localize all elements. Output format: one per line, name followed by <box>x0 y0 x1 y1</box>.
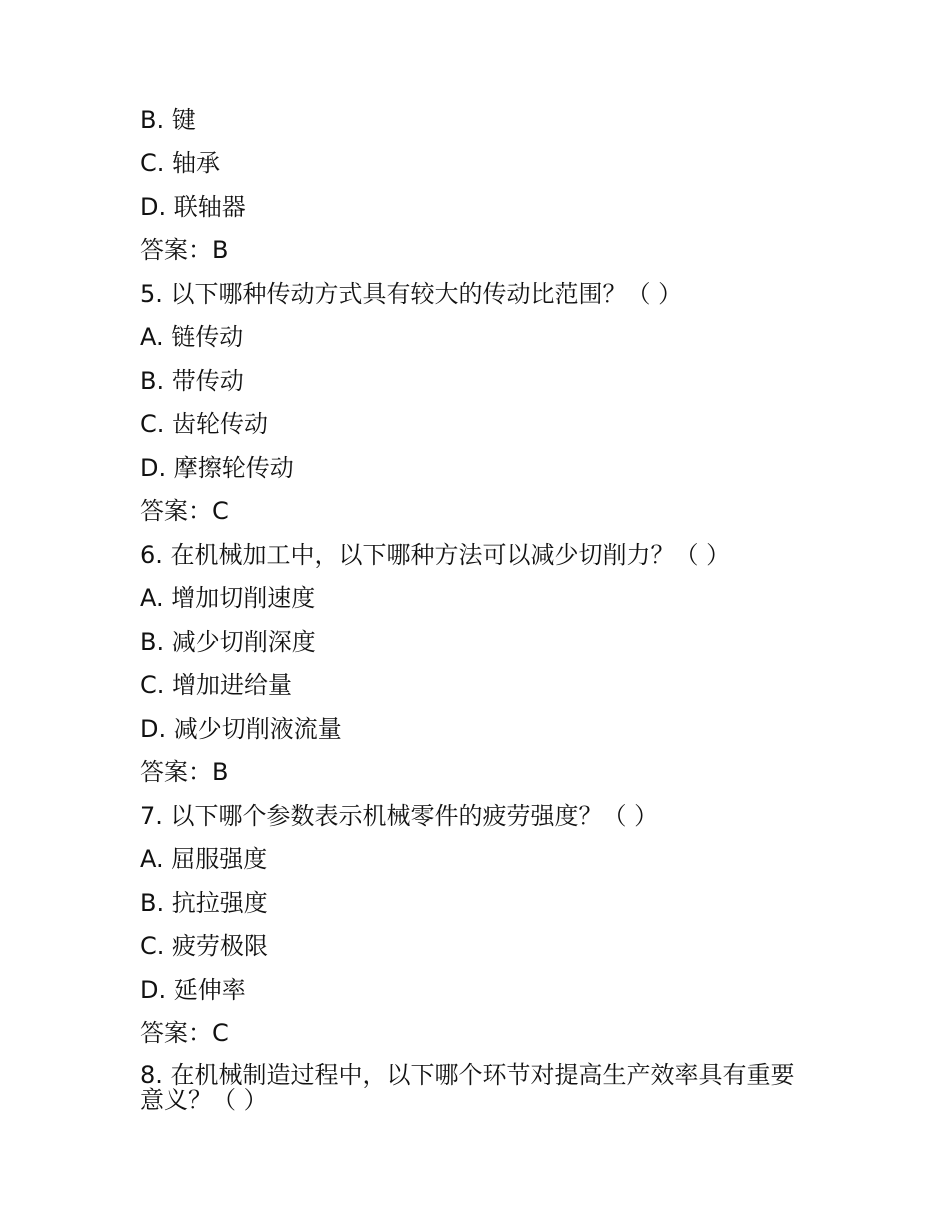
option-b-q7: B. 抗拉强度 <box>140 889 268 917</box>
option-d-q5: D. 摩擦轮传动 <box>140 454 294 482</box>
question-6: 6. 在机械加工中，以下哪种方法可以减少切削力？（ ） <box>140 541 731 569</box>
option-b-q5: B. 带传动 <box>140 367 244 395</box>
option-a-q7: A. 屈服强度 <box>140 845 268 873</box>
option-b-q6: B. 减少切削深度 <box>140 628 316 656</box>
answer-q7: 答案：C <box>140 1019 229 1047</box>
option-d-q4: D. 联轴器 <box>140 193 246 221</box>
answer-q5: 答案：C <box>140 497 229 525</box>
option-a-q6: A. 增加切削速度 <box>140 584 316 612</box>
question-7: 7. 以下哪个参数表示机械零件的疲劳强度？（ ） <box>140 802 659 830</box>
option-d-q6: D. 减少切削液流量 <box>140 715 342 743</box>
option-c-q4: C. 轴承 <box>140 149 221 177</box>
option-c-q5: C. 齿轮传动 <box>140 410 269 438</box>
option-a-q5: A. 链传动 <box>140 323 244 351</box>
option-d-q7: D. 延伸率 <box>140 976 246 1004</box>
option-c-q6: C. 增加进给量 <box>140 671 293 699</box>
answer-q6: 答案：B <box>140 758 229 786</box>
question-5: 5. 以下哪种传动方式具有较大的传动比范围？（ ） <box>140 280 683 308</box>
question-8: 8. 在机械制造过程中，以下哪个环节对提高生产效率具有重要意义？（ ） <box>140 1061 795 1114</box>
answer-q4: 答案：B <box>140 236 229 264</box>
option-b-q4: B. 键 <box>140 106 196 134</box>
option-c-q7: C. 疲劳极限 <box>140 932 269 960</box>
